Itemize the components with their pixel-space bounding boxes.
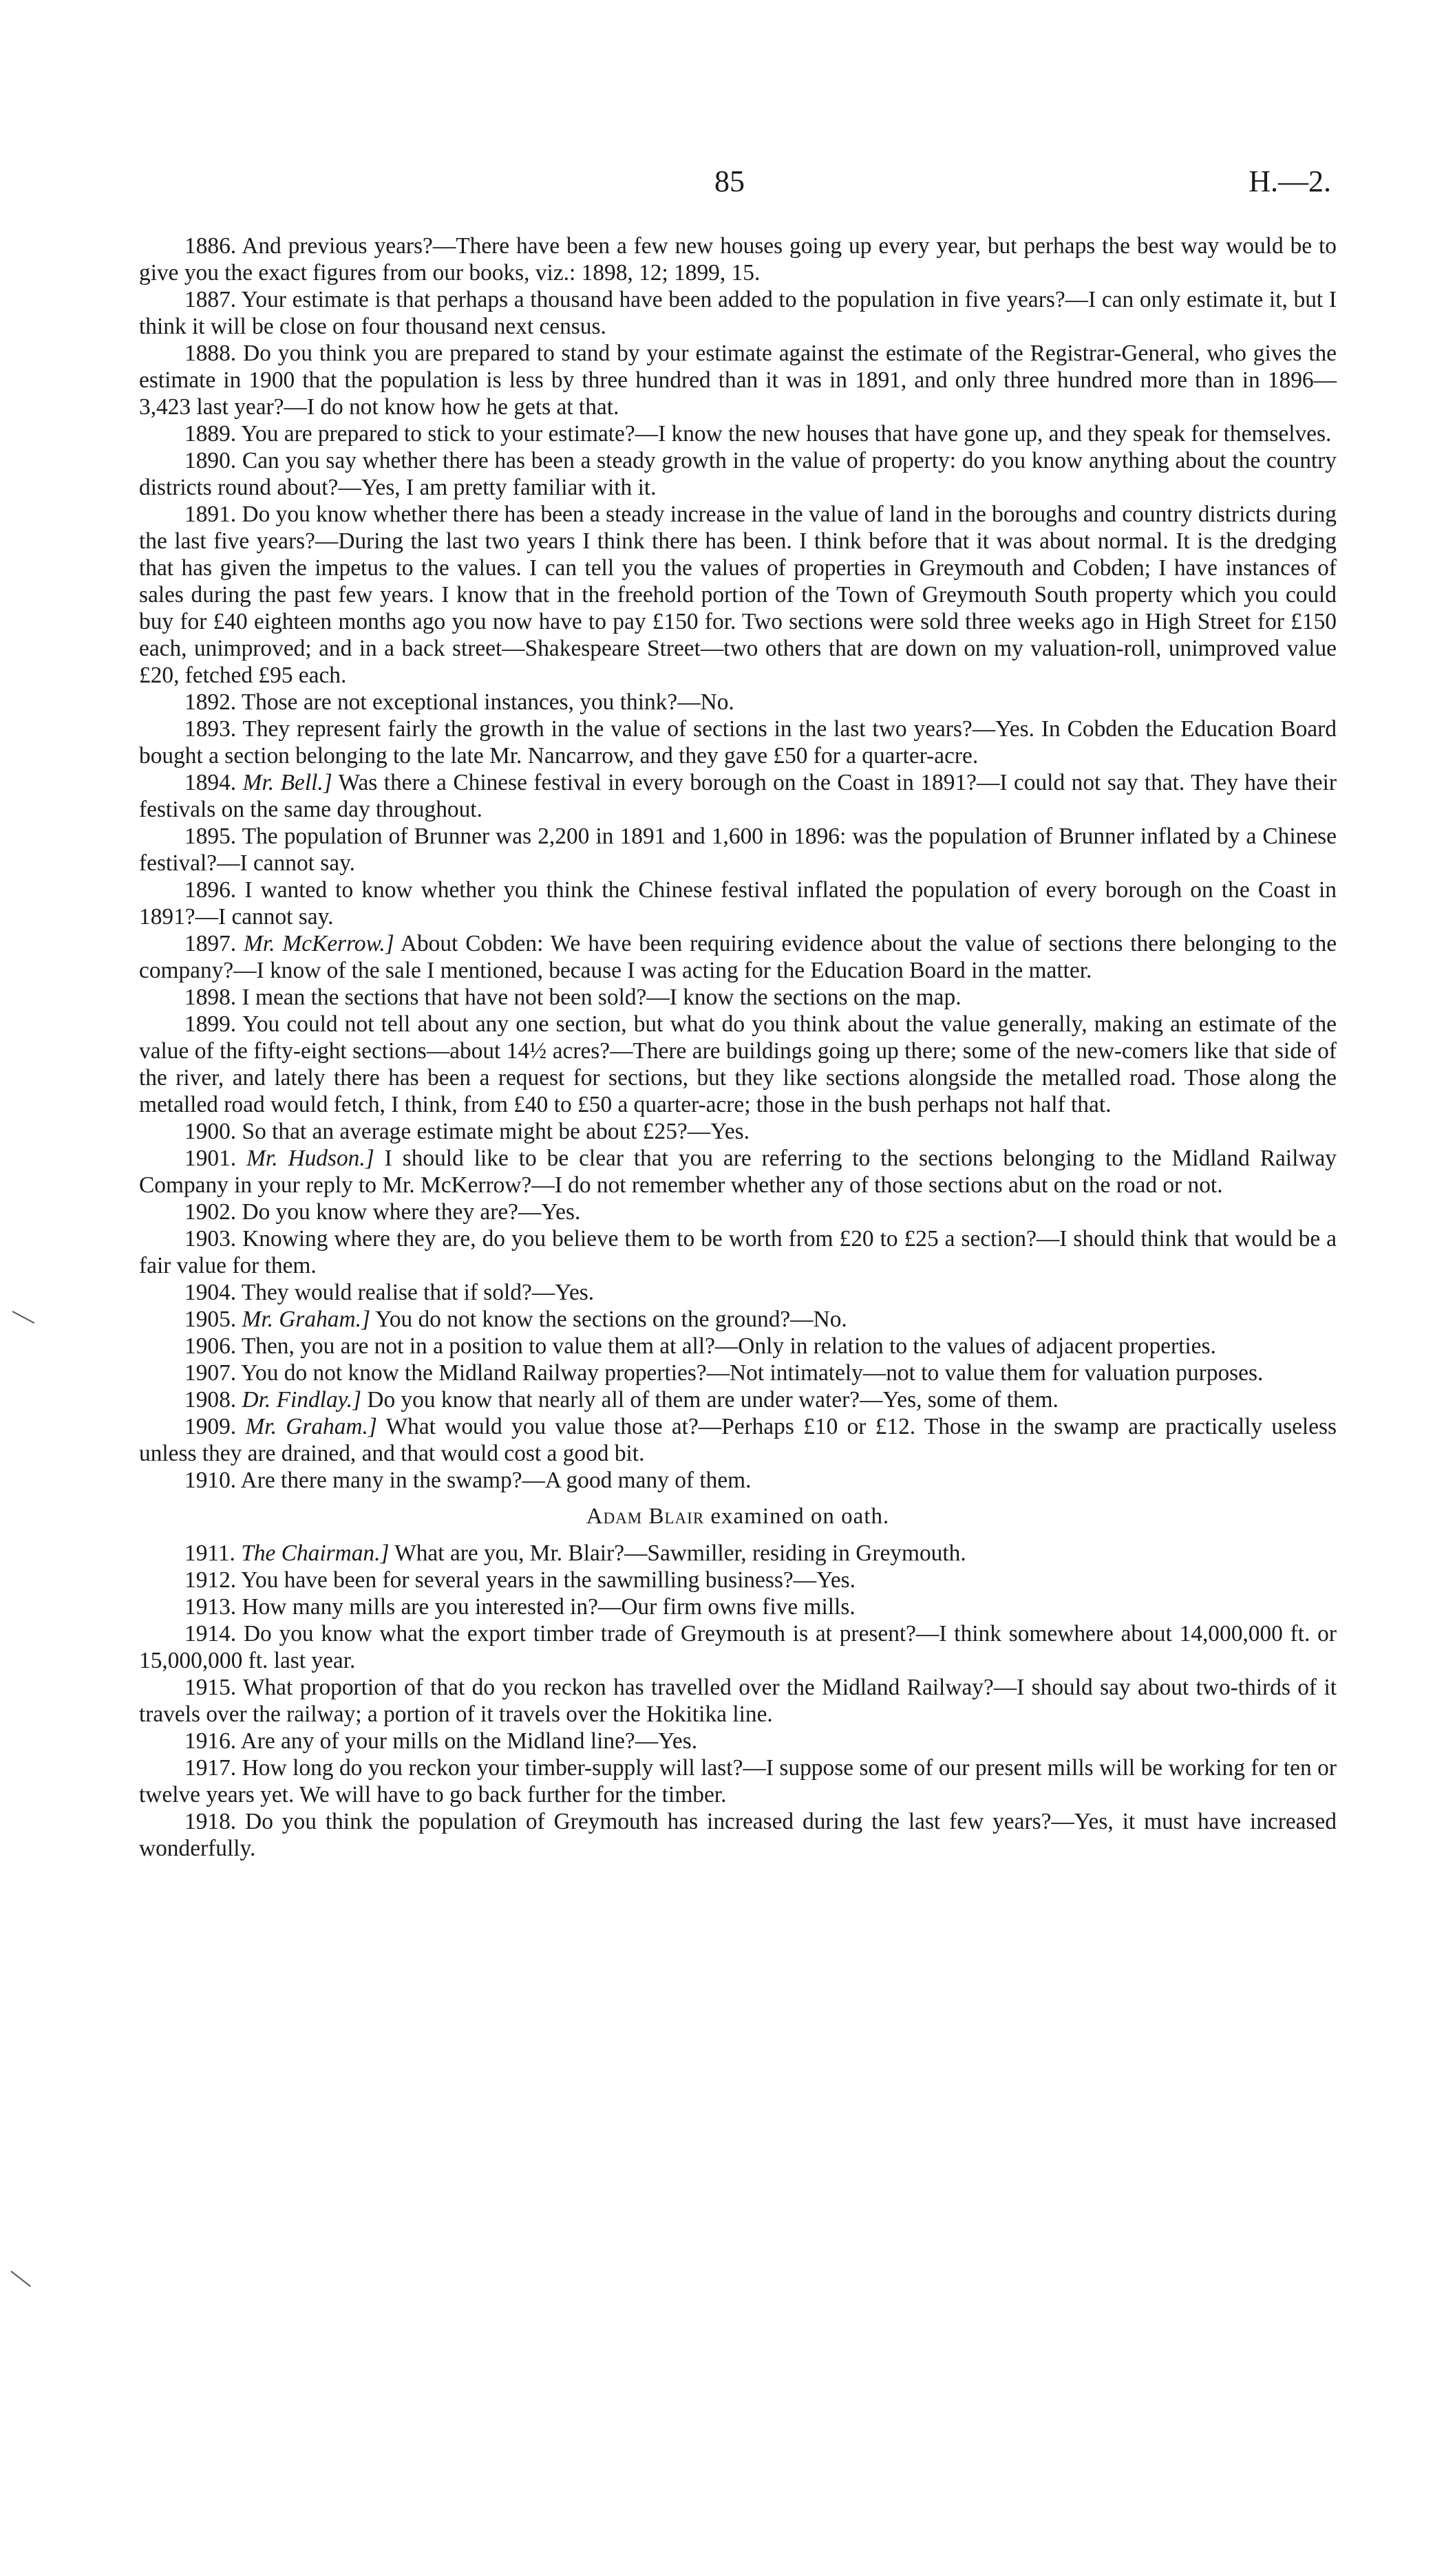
speaker-name: Mr. Hudson.] (246, 1146, 374, 1171)
qa-paragraph (139, 984, 1337, 1011)
qa-text: You have been for several years in the sawmilling business?—Yes. (241, 1567, 856, 1593)
question-number: 1901. (184, 1146, 237, 1171)
question-number: 1912. (184, 1567, 237, 1593)
question-number: 1904. (184, 1280, 237, 1305)
qa-text: You do not know the Midland Railway properties?—Not intimately—not to value them for valuation purposes. (241, 1360, 1264, 1386)
question-number: 1916. (184, 1728, 237, 1754)
qa-paragraph (139, 1620, 1337, 1674)
qa-paragraph (139, 1728, 1337, 1754)
qa-paragraph (139, 1306, 1337, 1333)
question-number: 1894. (184, 770, 237, 795)
qa-text: I mean the sections that have not been sold?—I know the sections on the map. (242, 985, 962, 1010)
document-code: H.—2. (1249, 164, 1331, 198)
qa-text: Do you know that nearly all of them are under water?—Yes, some of them. (367, 1387, 1059, 1413)
witness-heading-rest: examined on oath. (710, 1504, 890, 1529)
qa-paragraph (139, 233, 1337, 286)
qa-text: So that an average estimate might be about £25?—Yes. (242, 1119, 750, 1144)
question-number: 1910. (184, 1468, 237, 1493)
qa-text: The population of Brunner was 2,200 in 1891 and 1,600 in 1896: was the population of Brunner inflated by a Chinese festival?—I cannot say. (139, 824, 1337, 876)
qa-text: They represent fairly the growth in the value of sections in the last two years?—Yes. In Cobden the Education Board bought a section belonging to the late Mr. Nancarrow, and they gave £50 for a quarter-acre. (139, 716, 1337, 769)
qa-text: Was there a Chinese festival in every borough on the Coast in 1891?—I could not say that. They have their festivals on the same day throughout. (139, 770, 1337, 822)
question-number: 1895. (184, 824, 237, 849)
qa-paragraph (139, 1413, 1337, 1467)
question-number: 1907. (184, 1360, 237, 1386)
question-number: 1900. (184, 1119, 237, 1144)
qa-paragraph (139, 1467, 1337, 1494)
qa-text: You are prepared to stick to your estimate?—I know the new houses that have gone up, and they speak for themselves. (241, 421, 1332, 447)
witness-name: Adam Blair (586, 1504, 705, 1529)
question-number: 1903. (184, 1226, 237, 1252)
speaker-name: Dr. Findlay.] (242, 1387, 361, 1413)
question-number: 1909. (184, 1414, 237, 1439)
question-number: 1890. (184, 448, 237, 473)
qa-paragraph (139, 340, 1337, 420)
question-number: 1918. (184, 1809, 237, 1834)
margin-mark (12, 1311, 35, 1324)
qa-text: Do you know where they are?—Yes. (242, 1199, 581, 1225)
question-number: 1917. (184, 1755, 237, 1781)
speaker-name: Mr. Graham.] (245, 1414, 377, 1439)
qa-text: How long do you reckon your timber-supply will last?—I suppose some of our present mills will be working for ten or twelve years yet. We will have to go back further for the timber. (139, 1755, 1337, 1807)
qa-text: Then, you are not in a position to value them at all?—Only in relation to the values of adjacent properties. (241, 1333, 1216, 1359)
question-number: 1893. (184, 716, 237, 742)
question-number: 1905. (184, 1307, 237, 1332)
qa-paragraph (139, 1145, 1337, 1199)
qa-text: Can you say whether there has been a steady growth in the value of property: do you know anything about the country districts round about?—Yes, I am pretty familiar with it. (139, 448, 1337, 500)
qa-paragraph (139, 420, 1337, 447)
qa-text: You could not tell about any one section, but what do you think about the value generally, making an estimate of the value of the fifty-eight sections—about 14½ acres?—There are buildings going up there; some of the new-comers like that side of the river, and lately there has been a request for sections, but they like sections alongside the metalled road. Those along the metalled road would fetch, I think, from £40 to £50 a quarter-acre; those in the bush perhaps not half that. (139, 1011, 1337, 1117)
qa-paragraph (139, 1011, 1337, 1118)
qa-paragraph (139, 877, 1337, 930)
question-number: 1913. (184, 1594, 237, 1620)
question-number: 1891. (184, 502, 237, 527)
qa-paragraph (139, 1540, 1337, 1567)
speaker-name: Mr. McKerrow.] (244, 931, 394, 956)
document-body (139, 233, 1337, 1862)
witness-heading (139, 1503, 1337, 1530)
question-number: 1908. (184, 1387, 237, 1413)
question-number: 1915. (184, 1675, 237, 1700)
qa-text: Do you think you are prepared to stand by your estimate against the estimate of the Registrar-General, who gives the estimate in 1900 that the population is less by three hundred than it was in 1891, and only three hundred more than in 1896—3,423 last year?—I do not know how he gets at that. (139, 341, 1337, 420)
qa-paragraph (139, 1674, 1337, 1728)
qa-text: I wanted to know whether you think the Chinese festival inflated the population of every borough on the Coast in 1891?—I cannot say. (139, 877, 1337, 930)
qa-paragraph (139, 1118, 1337, 1145)
question-number: 1892. (184, 689, 237, 715)
qa-text: Your estimate is that perhaps a thousand have been added to the population in five years?—I can only estimate it, but I think it will be close on four thousand next census. (139, 287, 1337, 339)
qa-paragraph (139, 1199, 1337, 1225)
qa-text: About Cobden: We have been requiring evidence about the value of sections there belonging to the company?—I know of the sale I mentioned, because I was acting for the Education Board in the matter. (139, 931, 1337, 983)
qa-paragraph (139, 823, 1337, 877)
qa-paragraph (139, 1225, 1337, 1279)
qa-text: You do not know the sections on the ground?—No. (375, 1307, 847, 1332)
qa-text: How many mills are you interested in?—Our firm owns five mills. (242, 1594, 856, 1620)
qa-paragraph (139, 1567, 1337, 1593)
qa-text: Are any of your mills on the Midland line?—Yes. (240, 1728, 698, 1754)
qa-paragraph (139, 1386, 1337, 1413)
qa-paragraph (139, 1754, 1337, 1808)
qa-text: What proportion of that do you reckon has travelled over the Midland Railway?—I should say about two-thirds of it travels over the railway; a portion of it travels over the Hokitika line. (139, 1675, 1337, 1727)
qa-text: I should like to be clear that you are referring to the sections belonging to the Midland Railway Company in your reply to Mr. McKerrow?—I do not remember whether any of those sections abut on the road or not. (139, 1146, 1337, 1198)
qa-paragraph (139, 1593, 1337, 1620)
qa-text: Are there many in the swamp?—A good many of them. (240, 1468, 752, 1493)
speaker-name: Mr. Graham.] (242, 1307, 370, 1332)
qa-text: Knowing where they are, do you believe them to be worth from £20 to £25 a section?—I should think that would be a fair value for them. (139, 1226, 1337, 1278)
testimony-section-b (139, 1540, 1337, 1862)
question-number: 1888. (184, 341, 237, 366)
testimony-section-a (139, 233, 1337, 1494)
qa-text: Do you think the population of Greymouth has increased during the last few years?—Yes, it must have increased wonderfully. (139, 1809, 1337, 1861)
question-number: 1887. (184, 287, 237, 312)
question-number: 1914. (184, 1621, 237, 1646)
qa-text: They would realise that if sold?—Yes. (241, 1280, 595, 1305)
question-number: 1897. (184, 931, 237, 956)
question-number: 1911. (184, 1541, 235, 1566)
question-number: 1896. (184, 877, 237, 903)
qa-paragraph (139, 447, 1337, 501)
qa-text: Those are not exceptional instances, you think?—No. (241, 689, 734, 715)
margin-mark (10, 2271, 31, 2287)
question-number: 1899. (184, 1011, 237, 1037)
qa-text: Do you know what the export timber trade of Greymouth is at present?—I think somewhere about 14,000,000 ft. or 15,000,000 ft. last year. (139, 1621, 1337, 1673)
question-number: 1886. (184, 233, 237, 259)
question-number: 1898. (184, 985, 237, 1010)
question-number: 1889. (184, 421, 237, 447)
qa-paragraph (139, 1279, 1337, 1306)
qa-paragraph (139, 930, 1337, 984)
qa-paragraph (139, 501, 1337, 689)
qa-paragraph (139, 689, 1337, 716)
qa-paragraph (139, 1808, 1337, 1862)
qa-text: And previous years?—There have been a few new houses going up every year, but perhaps the best way would be to give you the exact figures from our books, viz.: 1898, 12; 1899, 15. (139, 233, 1337, 286)
qa-text: What are you, Mr. Blair?—Sawmiller, residing in Greymouth. (394, 1541, 966, 1566)
question-number: 1902. (184, 1199, 237, 1225)
qa-paragraph (139, 1360, 1337, 1386)
qa-text: What would you value those at?—Perhaps £10 or £12. Those in the swamp are practically useless unless they are drained, and that would cost a good bit. (139, 1414, 1337, 1466)
page-number: 85 (714, 164, 745, 198)
qa-paragraph (139, 716, 1337, 769)
qa-paragraph (139, 769, 1337, 823)
qa-paragraph (139, 1333, 1337, 1360)
qa-text: Do you know whether there has been a steady increase in the value of land in the boroughs and country districts during the last five years?—During the last two years I think there has been. I think before that it was about normal. It is the dredging that has given the impetus to the values. I can tell you the values of properties in Greymouth and Cobden; I have instances of sales during the past few years. I know that in the freehold portion of the Town of Greymouth South property which you could buy for £40 eighteen months ago you now have to pay £150 for. Two sections were sold three weeks ago in High Street for £150 each, unimproved; and in a back street—Shakespeare Street—two others that are down on my valuation-roll, unimproved value £20, fetched £95 each. (139, 502, 1337, 688)
speaker-name: The Chairman.] (241, 1541, 390, 1566)
question-number: 1906. (184, 1333, 237, 1359)
speaker-name: Mr. Bell.] (242, 770, 332, 795)
qa-paragraph (139, 286, 1337, 340)
